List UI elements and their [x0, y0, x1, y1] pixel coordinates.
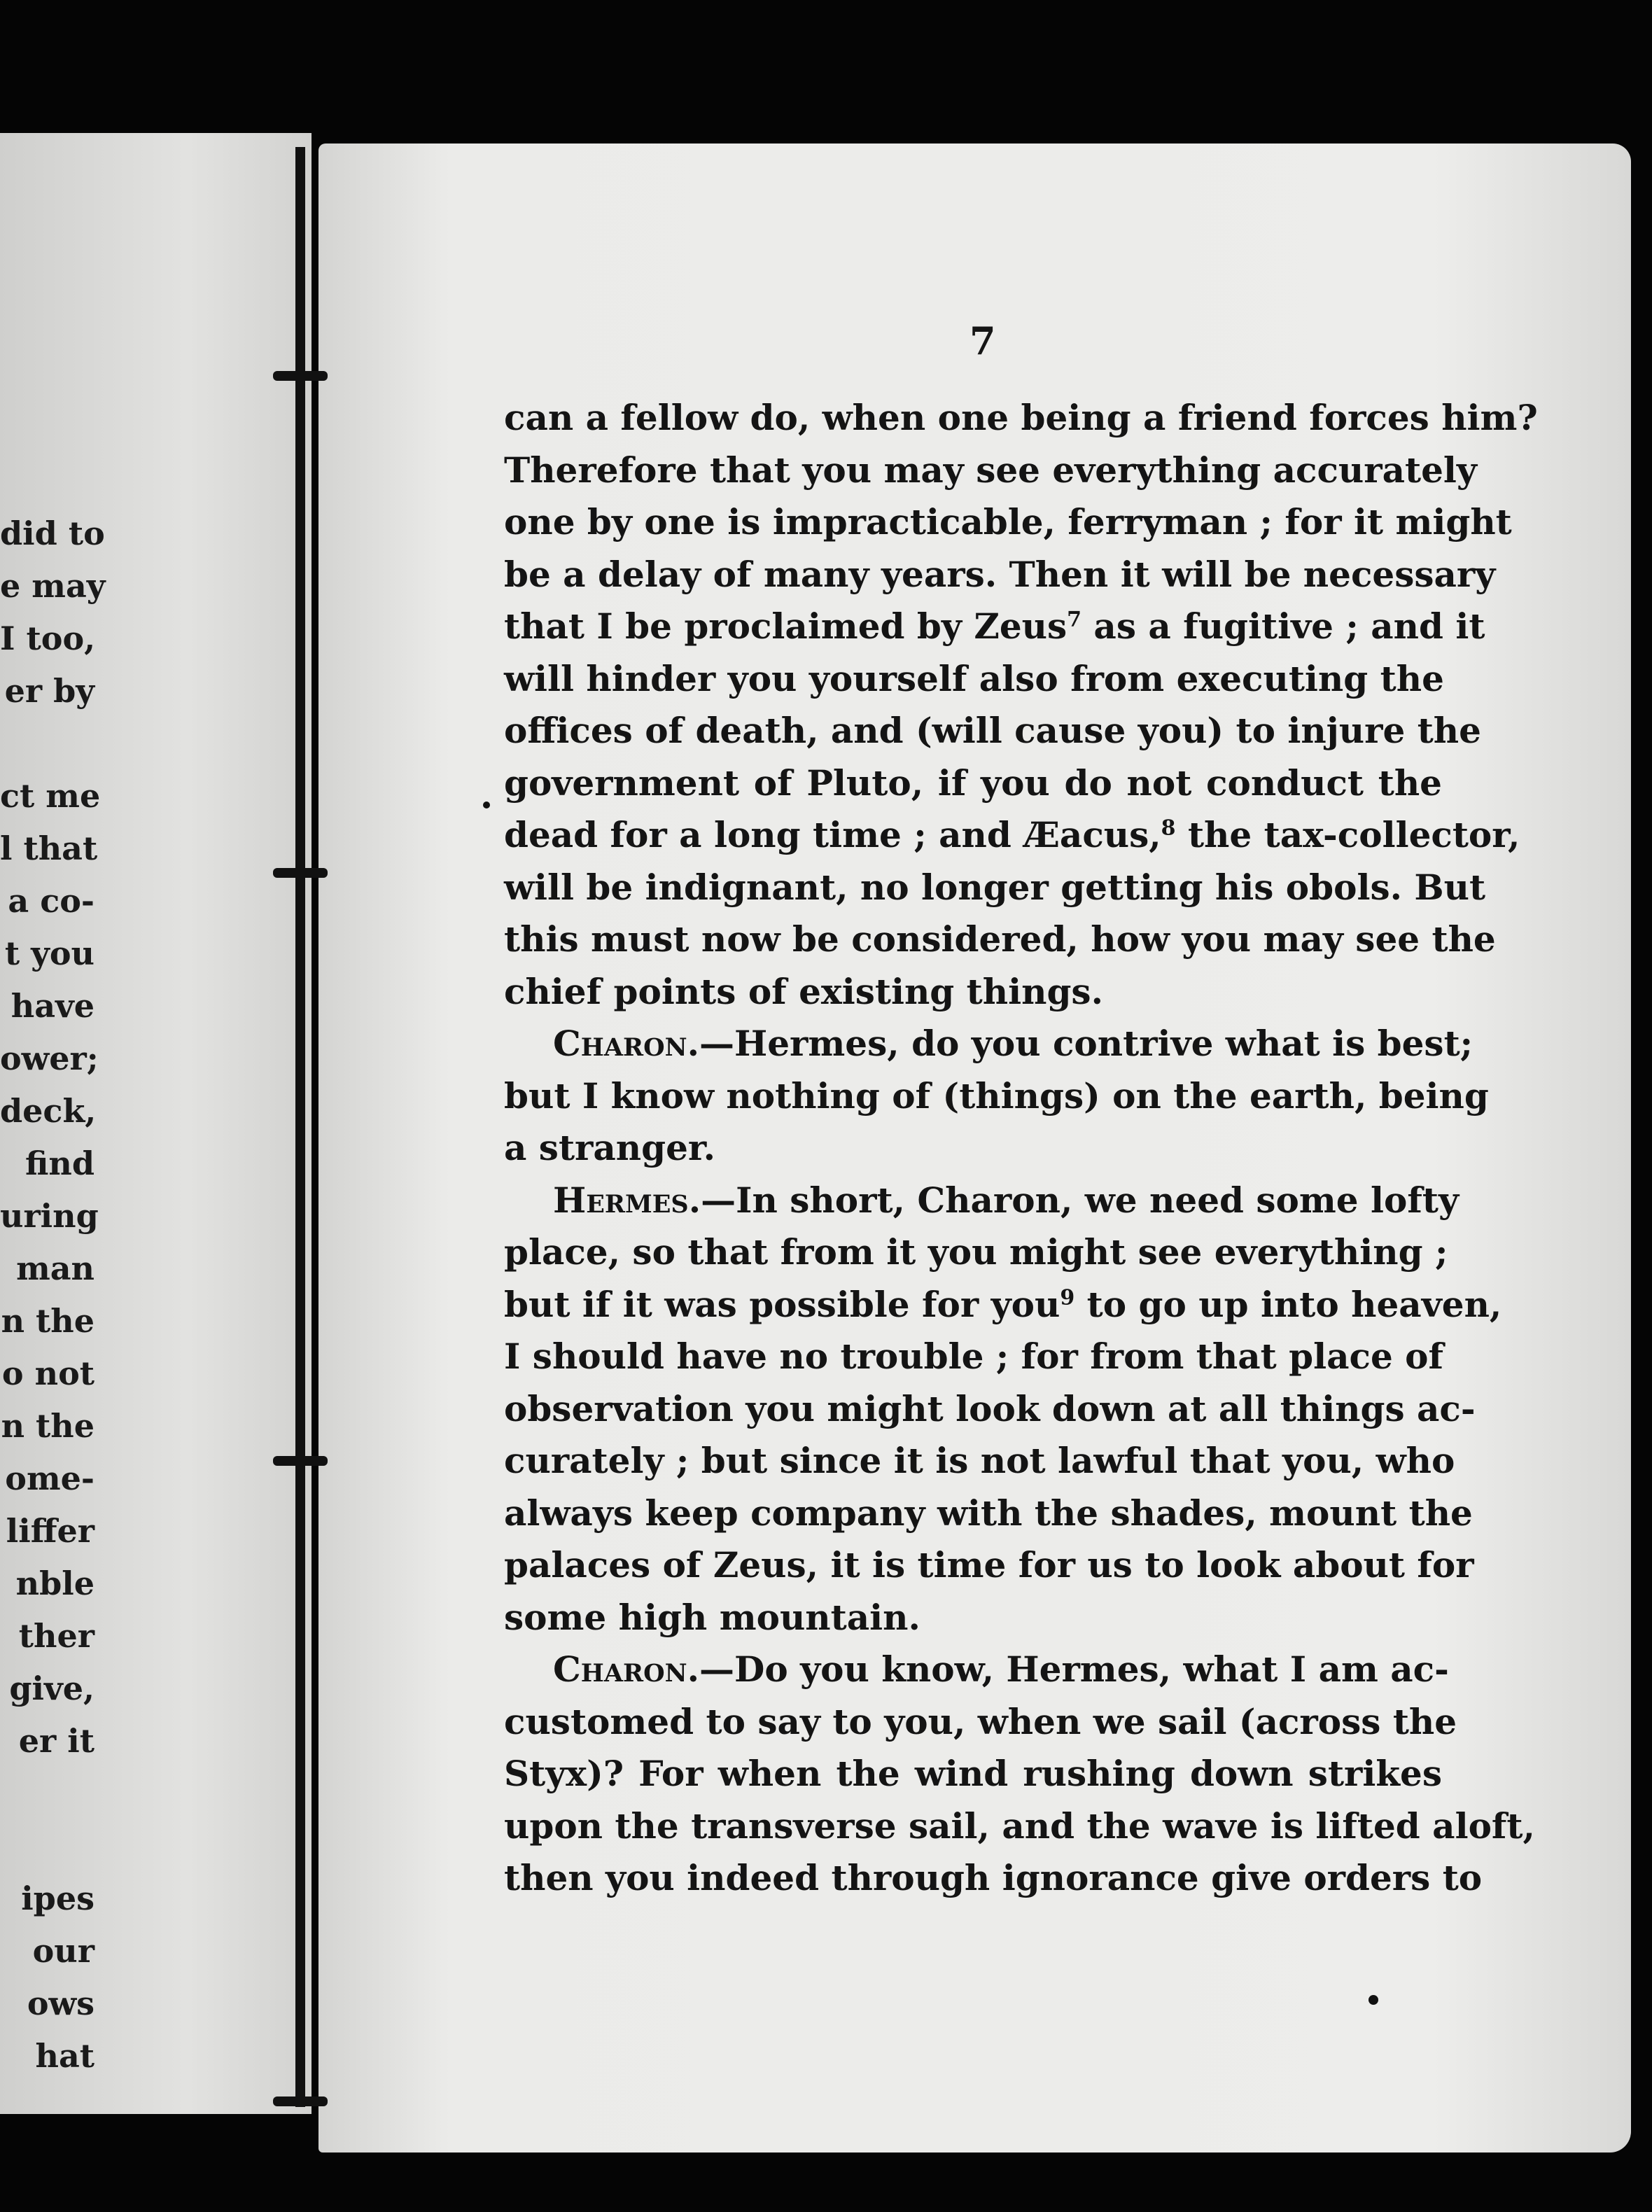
text-line: but I know nothing of (things) on the earth, being [504, 1074, 1489, 1116]
left-fragment: t you [4, 934, 94, 972]
text-line [504, 809, 1520, 862]
binding-stitch [273, 1456, 328, 1466]
left-fragment: a co- [8, 882, 94, 920]
left-fragment: I too, [0, 620, 96, 657]
left-fragment: did to [0, 514, 105, 552]
ink-speck [483, 802, 490, 808]
left-fragment: deck, [0, 1092, 97, 1130]
footnote-ref: 9 [1060, 1284, 1075, 1310]
left-fragment: liffer [6, 1512, 94, 1550]
left-fragment [0, 1820, 94, 1872]
text-line: curately ; but since it is not lawful that you, who [504, 1440, 1455, 1481]
left-fragment: have [10, 987, 94, 1025]
binding-stitch [273, 371, 328, 381]
speaker-name: Charon. [553, 1023, 699, 1064]
page-number: 7 [969, 318, 996, 363]
left-fragment [0, 718, 94, 770]
left-fragment: nble [15, 1564, 94, 1602]
paragraph-charon-1 [504, 1018, 1474, 1070]
left-fragment: n the [1, 1302, 94, 1340]
left-fragment: ipes [21, 1879, 94, 1917]
text-line: Styx)? For when the wind rushing down strikes [504, 1753, 1442, 1794]
left-fragment: er it [18, 1722, 94, 1760]
left-fragment: ower; [0, 1040, 99, 1077]
text-span: to go up into heaven, [1074, 1283, 1502, 1325]
left-fragment: o not [1, 1354, 94, 1392]
left-fragment: our [32, 1932, 94, 1970]
text-span: but if it was possible for you [504, 1283, 1060, 1325]
left-fragment [0, 1768, 94, 1820]
text-line: upon the transverse sail, and the wave is lifted aloft, [504, 1805, 1535, 1847]
text-line [504, 1279, 1502, 1331]
left-fragment: e may [0, 567, 106, 605]
left-fragment: n the [1, 1407, 94, 1445]
text-line: place, so that from it you might see everything ; [504, 1231, 1448, 1273]
text-span: that I be proclaimed by Zeus [504, 606, 1068, 647]
left-fragment: l that [0, 830, 98, 867]
left-page [0, 133, 312, 2114]
left-fragment: man [16, 1250, 94, 1287]
paragraph-charon-2 [504, 1644, 1449, 1696]
left-fragment: ome- [5, 1460, 94, 1497]
left-fragment: find [24, 1144, 94, 1182]
text-line: some high mountain. [504, 1596, 920, 1638]
text-line: this must now be considered, how you may see the [504, 918, 1496, 960]
text-line: be a delay of many years. Then it will be necessary [504, 553, 1496, 595]
left-fragment: ct me [0, 777, 101, 815]
text-span: dead for a long time ; and Æacus, [504, 814, 1161, 855]
paragraph-hermes [504, 1175, 1459, 1227]
text-line: will be indignant, no longer getting his obols. But [504, 866, 1486, 908]
binding-stitch [273, 2096, 328, 2106]
text-line [504, 601, 1485, 653]
text-line: can a fellow do, when one being a friend forces him? [504, 397, 1538, 438]
text-line: Therefore that you may see everything accurately [504, 449, 1477, 491]
text-span: —Do you know, Hermes, what I am ac- [699, 1648, 1449, 1690]
left-fragment: uring [0, 1197, 99, 1235]
left-fragment: hat [35, 2037, 94, 2075]
text-line: a stranger. [504, 1127, 716, 1168]
binding-stitch [273, 868, 328, 878]
body-text [504, 392, 1538, 1905]
text-line: customed to say to you, when we sail (across the [504, 1700, 1457, 1742]
left-fragment: er by [4, 672, 94, 710]
speaker-name: Hermes. [553, 1179, 701, 1221]
left-fragment: ther [18, 1617, 94, 1655]
left-page-text [0, 507, 106, 2082]
footnote-ref: 7 [1067, 607, 1082, 632]
left-fragment: give, [9, 1670, 94, 1707]
text-line: one by one is impracticable, ferryman ; for it might [504, 501, 1512, 542]
speaker-name: Charon. [553, 1648, 699, 1690]
text-line: chief points of existing things. [504, 970, 1103, 1012]
text-span: —Hermes, do you contrive what is best; [699, 1023, 1474, 1064]
text-line: I should have no trouble ; for from that place of [504, 1336, 1444, 1377]
text-span: —In short, Charon, we need some lofty [701, 1179, 1459, 1221]
text-line: will hinder you yourself also from executing the [504, 657, 1444, 699]
footnote-ref: 8 [1161, 816, 1176, 841]
book-spine [295, 147, 305, 2107]
left-fragment: ows [27, 1984, 94, 2022]
text-span: the tax-collector, [1175, 814, 1520, 855]
text-line: then you indeed through ignorance give orders to [504, 1857, 1483, 1898]
text-line: observation you might look down at all things ac- [504, 1387, 1476, 1429]
text-line: offices of death, and (will cause you) to injure the [504, 710, 1481, 751]
ink-speck [1368, 1995, 1378, 2005]
text-span: as a fugitive ; and it [1082, 606, 1485, 647]
text-line: palaces of Zeus, it is time for us to look about for [504, 1544, 1474, 1586]
text-line: always keep company with the shades, mount the [504, 1492, 1473, 1534]
text-line: government of Pluto, if you do not conduct the [504, 762, 1442, 804]
